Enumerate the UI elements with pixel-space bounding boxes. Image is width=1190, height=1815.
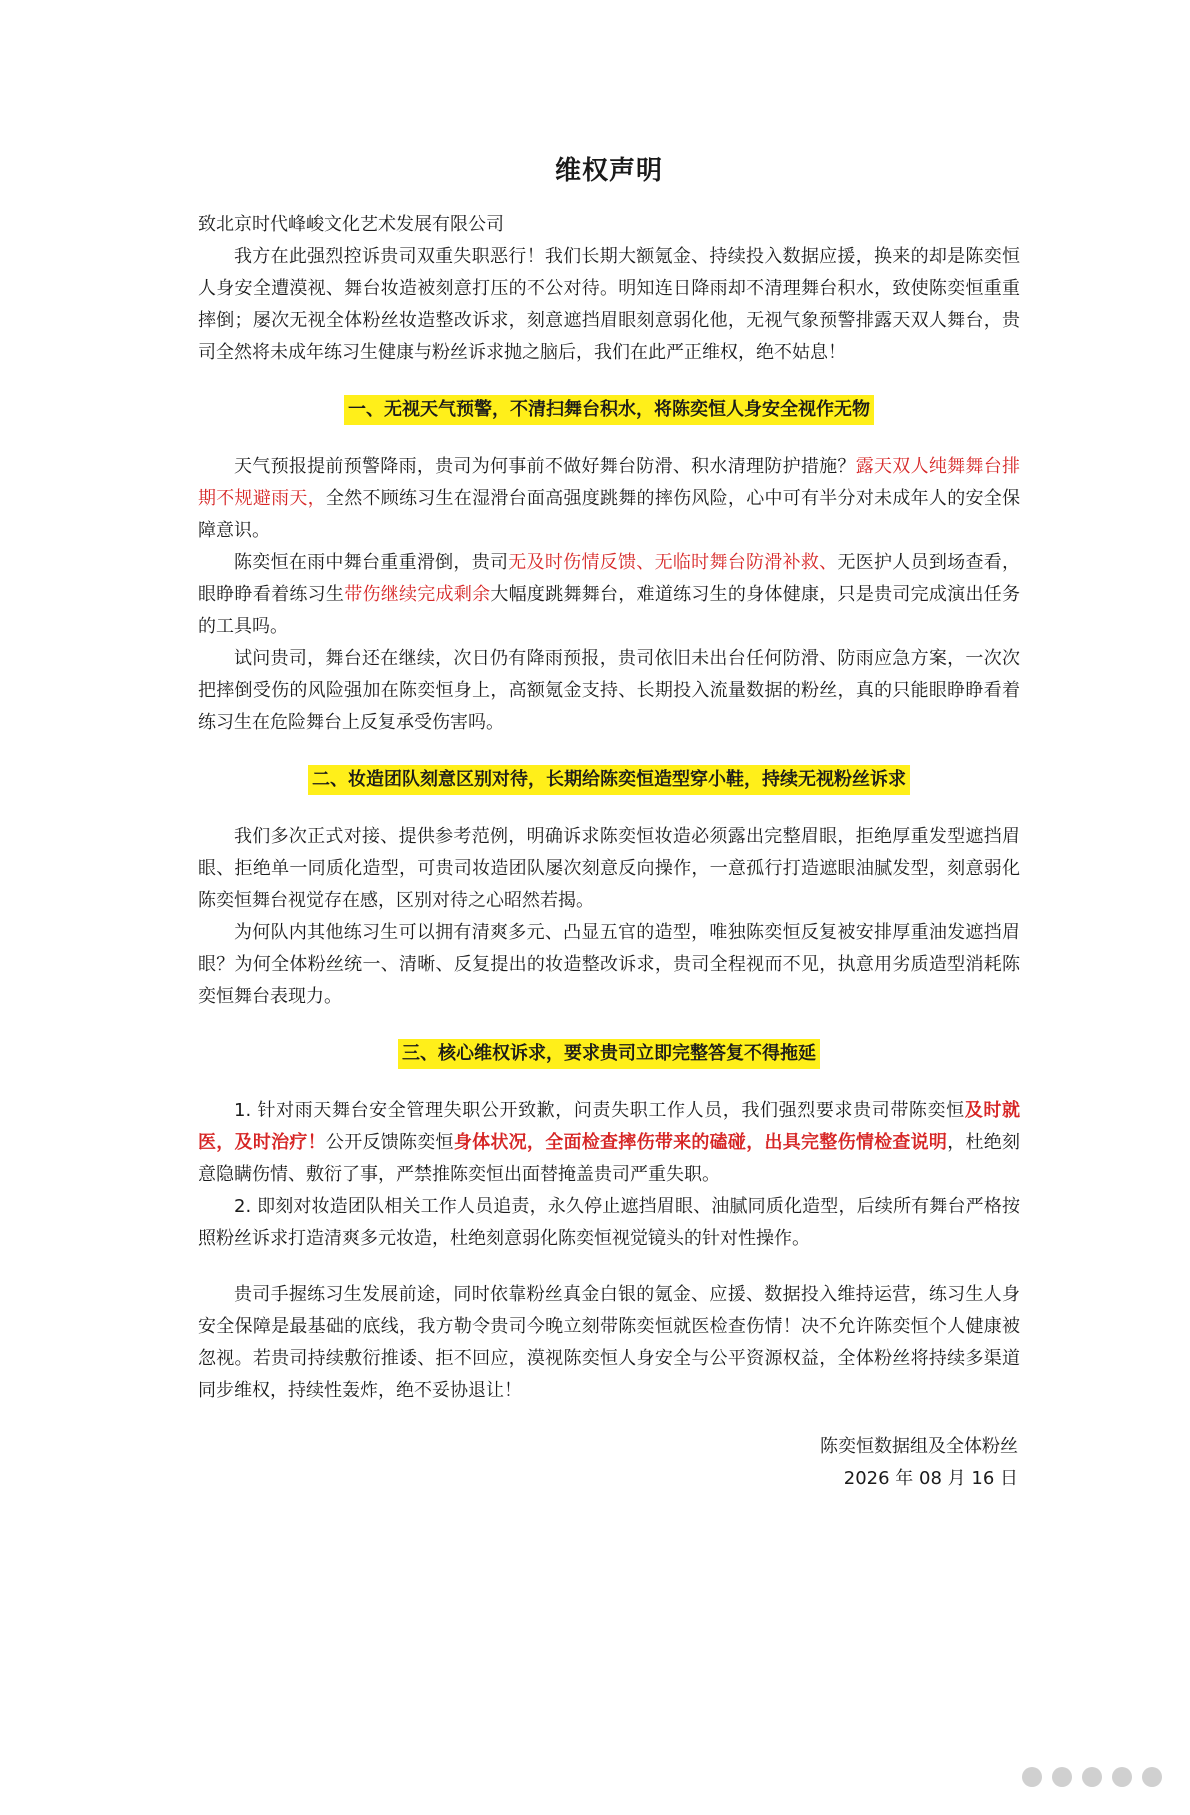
section1-paragraph-2 <box>198 547 1020 643</box>
watermark-dots <box>1022 1767 1162 1787</box>
demand-item-2: 2. 即刻对妆造团队相关工作人员追责，永久停止遮挡眉眼、油腻同质化造型，后续所有舞台严格按照粉丝诉求打造清爽多元妆造，杜绝刻意弱化陈奕恒视觉镜头的针对性操作。 <box>198 1196 1020 1249</box>
section2-heading-wrap <box>198 765 1020 795</box>
highlight-red-bold-text: 及时就医，及时治疗！ <box>198 1100 1020 1153</box>
watermark-dot-icon <box>1022 1767 1042 1787</box>
text-run: 天气预报提前预警降雨，贵司为何事前不做好舞台防滑、积水清理防护措施？ <box>234 456 856 477</box>
text-run: 大幅度跳舞舞台，难道练习生的身体健康，只是贵司完成演出任务的工具吗。 <box>198 584 1021 637</box>
section1-heading-wrap <box>198 395 1020 425</box>
section1-paragraph-3: 试问贵司，舞台还在继续，次日仍有降雨预报，贵司依旧未出台任何防滑、防雨应急方案，一次次把摔倒受伤的风险强加在陈奕恒身上，高额氪金支持、长期投入流量数据的粉丝，真的只能眼睁睁看着练习生在危险舞台上反复承受伤害吗。 <box>198 648 1020 733</box>
section2-paragraph-1: 我们多次正式对接、提供参考范例，明确诉求陈奕恒妆造必须露出完整眉眼，拒绝厚重发型遮挡眉眼、拒绝单一同质化造型，可贵司妆造团队屡次刻意反向操作，一意孤行打造遮眼油腻发型，刻意弱化陈奕恒舞台视觉存在感，区别对待之心昭然若揭。 <box>198 826 1020 911</box>
section2-heading: 二、妆造团队刻意区别对待，长期给陈奕恒造型穿小鞋，持续无视粉丝诉求 <box>308 765 910 795</box>
watermark-dot-icon <box>1082 1767 1102 1787</box>
section3-heading: 三、核心维权诉求，要求贵司立即完整答复不得拖延 <box>398 1039 820 1069</box>
text-run: 无医护人员到场查看，眼睁睁看着练习生 <box>198 552 1021 605</box>
highlight-red-text: 露天双人纯舞舞台排期不规避雨天， <box>198 456 1021 509</box>
text-run: 公开反馈陈奕恒 <box>325 1132 454 1153</box>
text-run: ，杜绝刻意隐瞒伤情、敷衍了事，严禁推陈奕恒出面替掩盖贵司严重失职。 <box>198 1132 1021 1185</box>
section2-paragraph-2: 为何队内其他练习生可以拥有清爽多元、凸显五官的造型，唯独陈奕恒反复被安排厚重油发遮挡眉眼？为何全体粉丝统一、清晰、反复提出的妆造整改诉求，贵司全程视而不见，执意用劣质造型消耗陈奕恒舞台表现力。 <box>198 922 1020 1007</box>
section3-heading-wrap <box>198 1039 1020 1069</box>
highlight-red-text: 带伤继续完成剩余 <box>344 584 491 605</box>
statement-document <box>198 150 1020 1495</box>
intro-paragraph: 我方在此强烈控诉贵司双重失职恶行！我们长期大额氪金、持续投入数据应援，换来的却是陈奕恒人身安全遭漠视、舞台妆造被刻意打压的不公对待。明知连日降雨却不清理舞台积水，致使陈奕恒重重摔倒；屡次无视全体粉丝妆造整改诉求，刻意遮挡眉眼刻意弱化他，无视气象预警排露天双人舞台，贵司全然将未成年练习生健康与粉丝诉求抛之脑后，我们在此严正维权，绝不姑息！ <box>198 246 1020 363</box>
text-run: 1. 针对雨天舞台安全管理失职公开致歉，问责失职工作人员，我们强烈要求贵司带陈奕恒 <box>234 1100 965 1121</box>
highlight-red-bold-text: 身体状况，全面检查摔伤带来的磕碰，出具完整伤情检查说明 <box>453 1132 948 1153</box>
section1-paragraph-1 <box>198 451 1020 547</box>
closing-paragraph: 贵司手握练习生发展前途，同时依靠粉丝真金白银的氪金、应援、数据投入维持运营，练习生人身安全保障是最基础的底线，我方勒令贵司今晚立刻带陈奕恒就医检查伤情！决不允许陈奕恒个人健康被忽视。若贵司持续敷衍推诿、拒不回应，漠视陈奕恒人身安全与公平资源权益，全体粉丝将持续多渠道同步维权，持续性轰炸，绝不妥协退让！ <box>198 1284 1020 1401</box>
text-run: 陈奕恒在雨中舞台重重滑倒，贵司 <box>234 552 509 573</box>
watermark-dot-icon <box>1142 1767 1162 1787</box>
spacer <box>198 1407 1020 1431</box>
document-title: 维权声明 <box>554 156 663 186</box>
watermark-dot-icon <box>1112 1767 1132 1787</box>
highlight-red-text: 无及时伤情反馈、无临时舞台防滑补救、 <box>508 552 838 573</box>
watermark-dot-icon <box>1052 1767 1072 1787</box>
date-line: 2026 年 08 月 16 日 <box>843 1468 1018 1489</box>
section1-heading: 一、无视天气预警，不清扫舞台积水，将陈奕恒人身安全视作无物 <box>344 395 874 425</box>
demand-item-1 <box>198 1095 1020 1191</box>
text-run: 全然不顾练习生在湿滑台面高强度跳舞的摔伤风险，心中可有半分对未成年人的安全保障意识。 <box>198 488 1021 541</box>
signature-line: 陈奕恒数据组及全体粉丝 <box>820 1436 1018 1457</box>
recipient-line: 致北京时代峰峻文化艺术发展有限公司 <box>198 214 504 235</box>
spacer <box>198 1255 1020 1279</box>
